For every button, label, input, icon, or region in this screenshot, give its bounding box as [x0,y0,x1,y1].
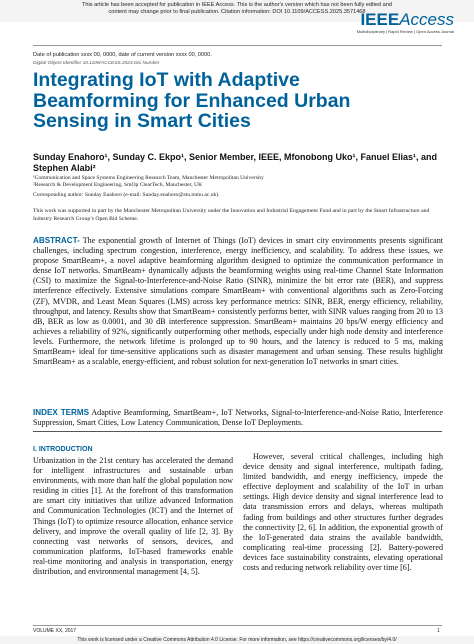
abstract-text: The exponential growth of Internet of Things (IoT) devices in smart city environments presents significant challenges, including spectrum congestion, interference, energy inefficiency, and scalability. To address these issues, we propose SmartBeam+, a novel adaptive beamforming algorithm designed to optimize the communication performance in dense IoT networks. SmartBeam+ dynamically adjusts the beamforming weights using real-time Channel State Information (CSI) to maximize the Signal-to-Interference-and-Noise Ratio (SINR), minimize the bit error rate (BER), and suppress interference effectively. Extensive simulations compare SmartBeam+ with conventional algorithms such as Zero-Forcing (ZF), MVDR, and Least Mean Squares (LMS) across key performance metrics: SINR, BER, energy efficiency, reliability, throughput, and latency. Results show that SmartBeam+ consistently performs better, with SINR values ranging from 20 to 13 dB, BER as low as 0.0001, and 30 dB interference suppression. SmartBeam+ maintains 20 bps/W energy efficiency and achieves a reliability of 92%, significantly outperforming other methods, especially under high node density and interference levels. Furthermore, the network lifetime is prolonged up to 90 hours, and the latency is reduced to 5 ms, making SmartBeam+ ideal for time-sensitive applications such as disaster management and urban sensing. These results highlight SmartBeam+ as a scalable, energy-efficient, and robust solution for next-generation IoT networks in smart cities. [33,236,443,367]
section-divider [33,431,442,432]
page-number: 1 [437,628,440,634]
volume-info: VOLUME XX, 2017 [33,628,77,634]
license-notice: This work is licensed under a Creative Commons Attribution 4.0 License. For more information, see https://creativecommons.org/licenses/by/4.0/ [0,636,474,644]
abstract-label: ABSTRACT- [33,236,80,245]
index-terms-label: INDEX TERMS [33,408,90,417]
intro-right-column: However, several critical challenges, including high device density and signal interference, multipath fading, limited bandwidth, and energy inefficiency, impede the effective deployment and scalability of the IoT in urban settings. High device density and signal interference lead to data transmission errors and delays, whereas multipath fading from buildings and other structures further degrades the connectivity [2, 6]. In addition, the exponential growth of the IoT-generated data strains the available bandwidth, complicating real-time processing [2]. Battery-powered devices face sustainability constraints, elevating operational costs and reducing network reliability over time [6]. [243,452,443,573]
affiliation-2: ²Research & Development Engineering, SmOp ClearTech, Manchester, UK [33,182,203,188]
preprint-notice-line1: This article has been accepted for publication in IEEE Access. This is the author's version which has not been fully edited and [81,2,393,8]
intro-left-column: Urbanization in the 21st century has accelerated the demand for intelligent infrastructures and sustainable urban environments, with more than half the global population now residing in cities [1]. At the forefront of this transformation are smart city initiatives that utilize advanced Information and Communication Technologies (ICT) and the Internet of Things (IoT) to optimize resource allocation, enhance service delivery, and improve the overall quality of life [2, 3]. By connecting vast networks of sensors, devices, and communication platforms, IoT-based frameworks enable real-time monitoring and analysis in transportation, energy distribution, and environmental management [4, 5]. [33,456,233,577]
funding-statement: This work was supported in part by the Manchester Metropolitan University under the Innovation and Industrial Engagement Fund and in part by the Smart Infrastructure and Industry Research Group’s Open Bid Scheme. [33,208,430,222]
index-terms-text: Adaptive Beamforming, SmartBeam+, IoT Networks, Signal-to-Interference-and-Noise Ratio, Interference Suppression, Smart Cities, Low Latency Communication, Dense IoT Deployments. [33,408,443,428]
index-terms [33,408,443,428]
doi-identifier: Digital Object Identifier 10.1109/ACCESS.2024.Doi Number [33,61,160,66]
logo-text-italic: Access [399,10,454,29]
header-divider [33,45,442,46]
logo-text-bold: IEEE [360,10,400,29]
journal-logo-wordmark [357,11,454,28]
publication-date: Date of publication xxxx 00, 0000, date of current version xxxx 00, 0000. [33,52,212,58]
section-heading: I. INTRODUCTION [33,446,93,453]
footer-divider [33,625,442,626]
journal-logo [357,11,454,34]
author-list: Sunday Enahoro¹, Sunday C. Ekpo¹, Senior Member, IEEE, Mfonobong Uko¹, Fanuel Elias¹, and Stephen Alabi² [33,152,438,173]
corresponding-author: Corresponding author: Sunday Enahoro (e-mail: Sunday.enahoro@stu.mmu.ac.uk). [33,192,220,198]
affiliation-1: ¹Communication and Space Systems Engineering Research Team, Manchester Metropolitan University [33,175,264,181]
paper-title: Integrating IoT with Adaptive Beamforming for Enhanced Urban Sensing in Smart Cities [33,69,351,132]
abstract [33,236,443,367]
preprint-notice-line2: content may change prior to final publication. Citation information: DOI 10.1109/ACCESS.2025.3571468 [108,9,366,15]
logo-tagline: Multidisciplinary | Rapid Review | Open Access Journal [356,29,454,34]
